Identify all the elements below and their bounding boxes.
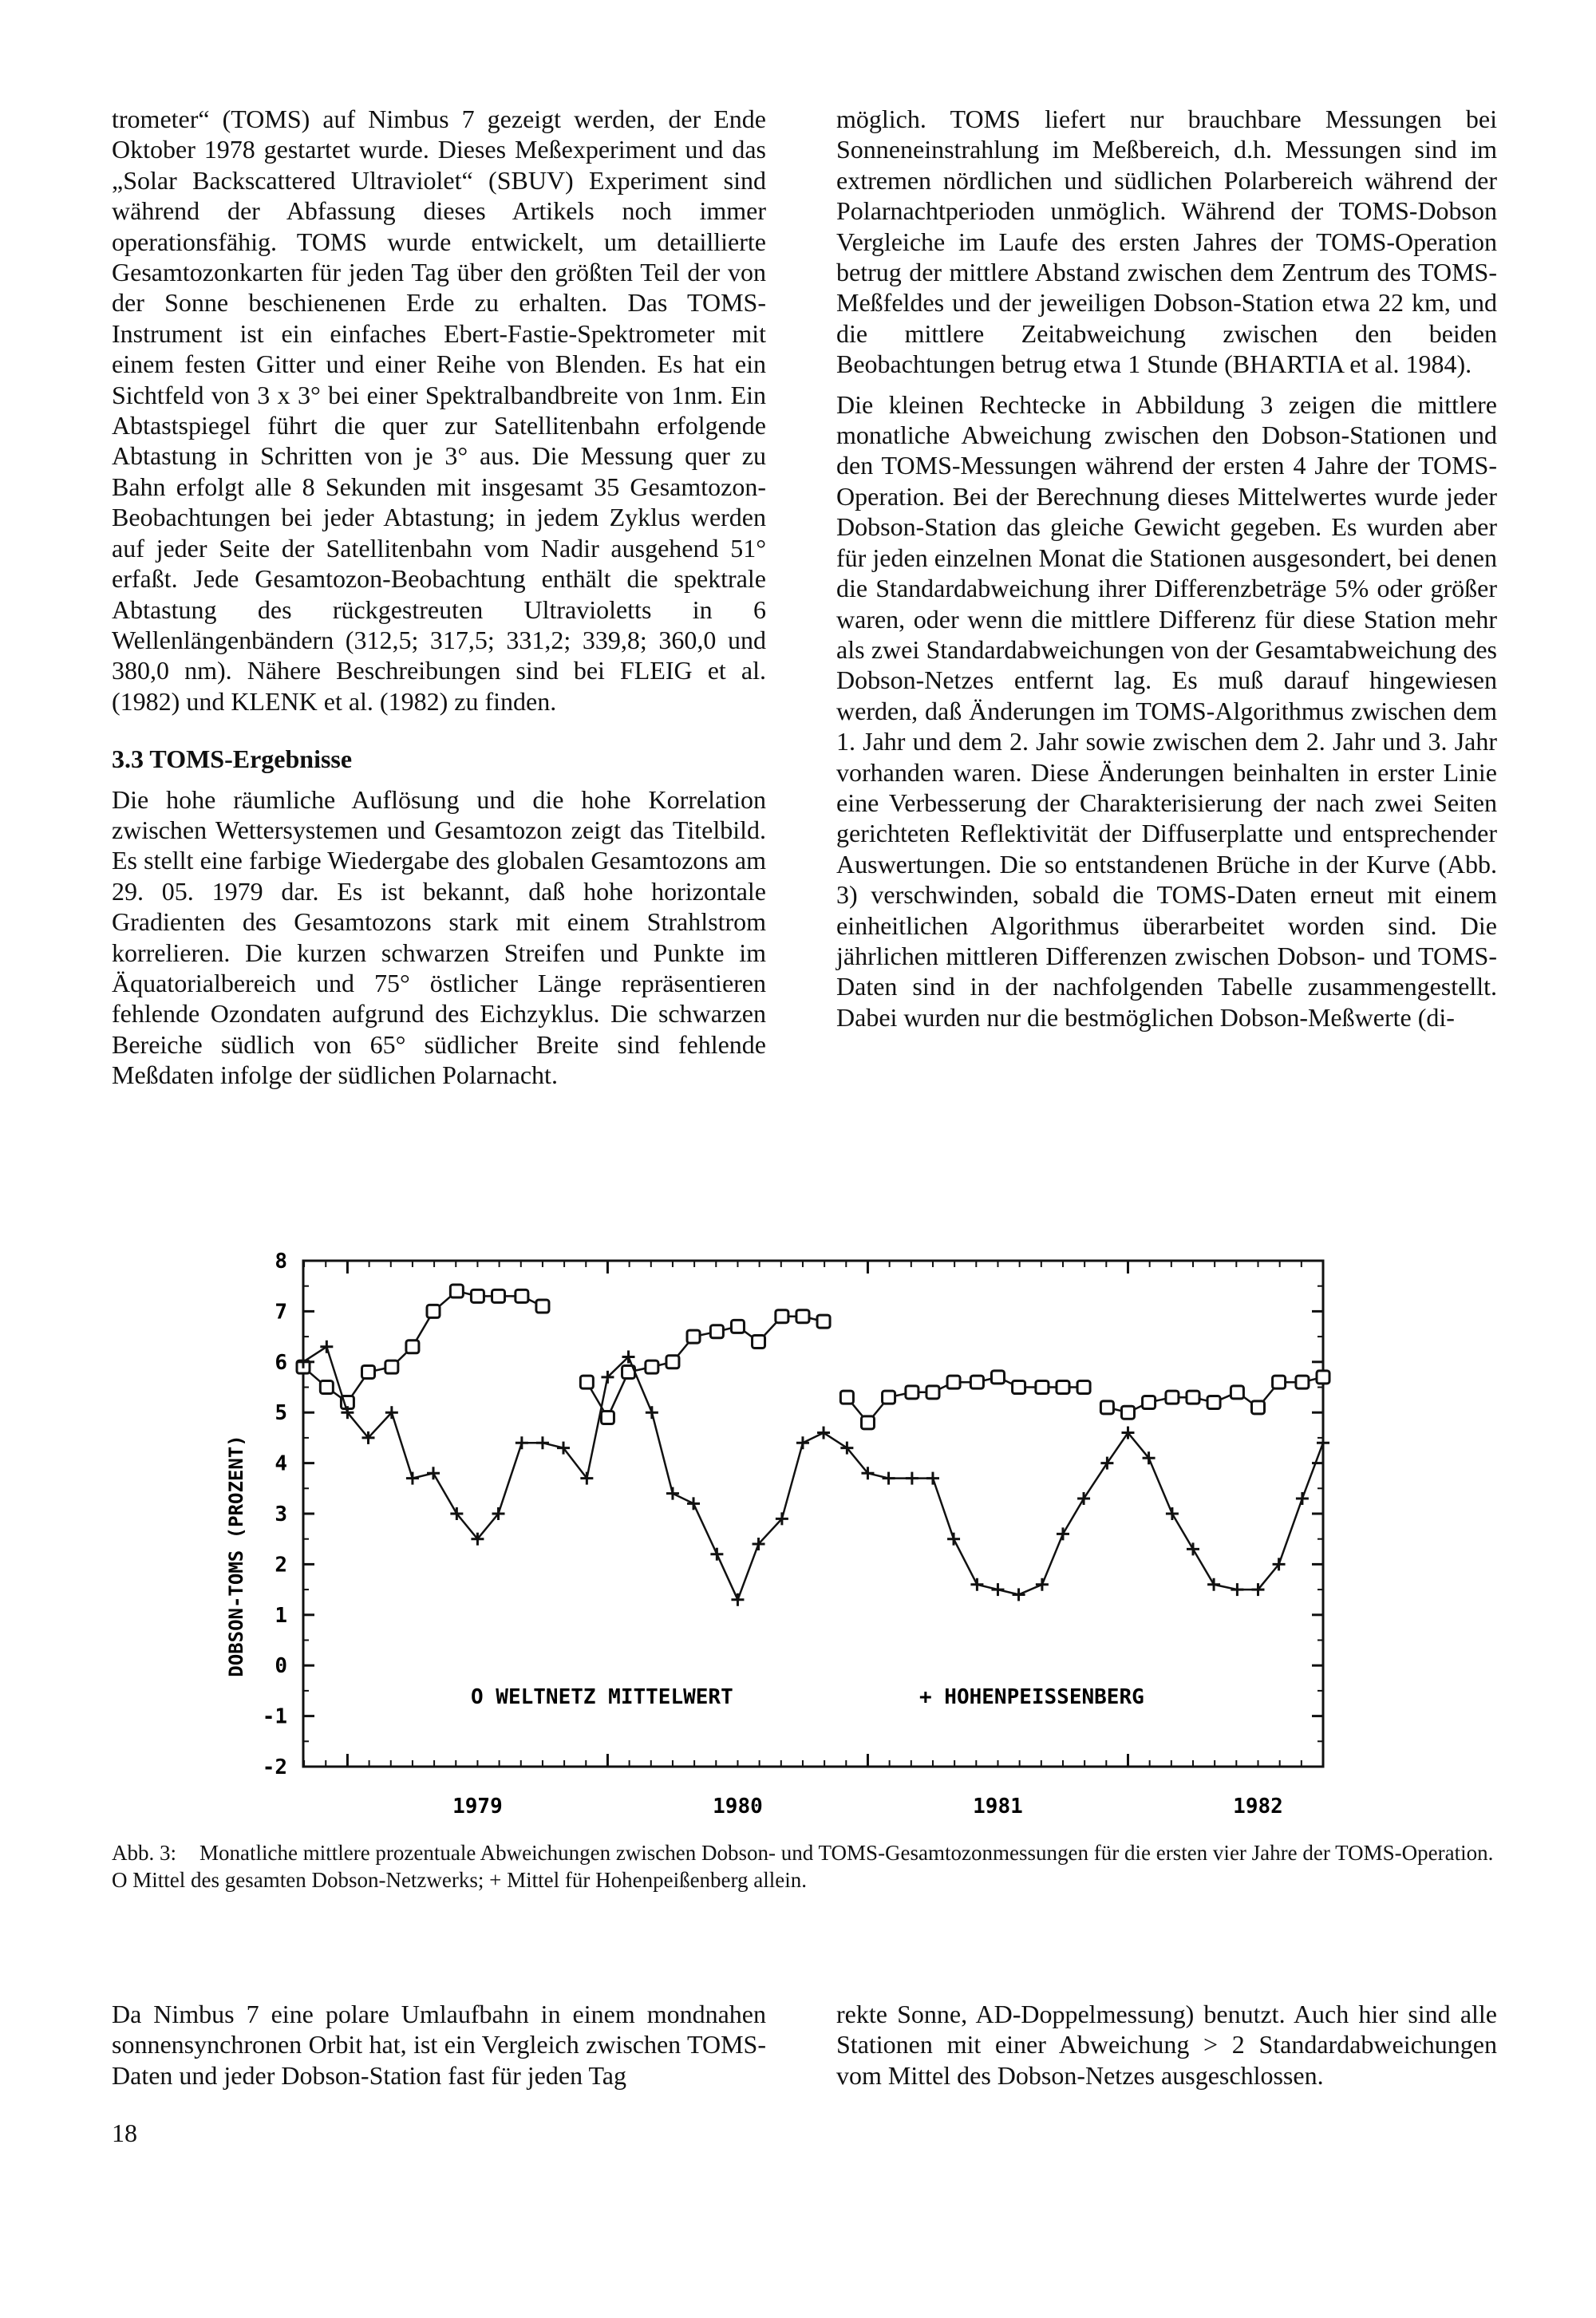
data-point-weltnetz [906,1386,918,1399]
left-column-top [112,104,766,1091]
data-point-weltnetz [362,1365,375,1378]
data-point-hohenpeissenberg [883,1472,895,1485]
data-point-hohenpeissenberg [947,1533,960,1546]
figure-chart [223,1245,1373,1835]
data-point-weltnetz [991,1371,1004,1384]
data-point-weltnetz [1317,1371,1329,1384]
data-point-hohenpeissenberg [406,1472,419,1485]
data-point-weltnetz [1207,1396,1220,1409]
data-point-weltnetz [536,1300,549,1313]
y-tick-label: 3 [275,1503,287,1526]
data-point-weltnetz [601,1412,614,1424]
data-point-hohenpeissenberg [320,1341,333,1353]
data-point-weltnetz [1187,1391,1199,1404]
data-point-hohenpeissenberg [1077,1492,1090,1505]
y-tick-label: 4 [275,1451,287,1476]
y-tick-label: -2 [262,1755,287,1779]
data-point-weltnetz [776,1310,788,1323]
data-point-hohenpeissenberg [926,1472,939,1485]
data-point-hohenpeissenberg [516,1436,528,1449]
data-point-weltnetz [687,1330,700,1343]
data-point-hohenpeissenberg [817,1427,830,1439]
left-column-bottom [112,1999,766,2091]
data-point-weltnetz [796,1310,809,1323]
data-point-hohenpeissenberg [427,1467,440,1479]
x-tick-label: 1982 [1233,1795,1283,1818]
caption-label: Abb. 3: [112,1841,176,1865]
legend-hohenpeissenberg: + HOHENPEISSENBERG [919,1684,1144,1709]
page-number: 18 [112,2119,137,2147]
data-point-weltnetz [666,1356,679,1368]
data-point-weltnetz [861,1416,874,1429]
data-point-weltnetz [646,1360,658,1373]
data-point-hohenpeissenberg [687,1497,700,1510]
figure-caption [112,1839,1500,1893]
data-point-weltnetz [1057,1381,1069,1394]
data-point-weltnetz [1077,1381,1090,1394]
data-point-weltnetz [883,1391,895,1404]
data-point-hohenpeissenberg [796,1436,809,1449]
data-point-hohenpeissenberg [1013,1588,1025,1601]
data-point-hohenpeissenberg [710,1548,723,1561]
data-point-hohenpeissenberg [1166,1507,1179,1520]
data-point-hohenpeissenberg [906,1472,918,1485]
right-column-bottom [836,1999,1497,2091]
data-point-hohenpeissenberg [1231,1583,1243,1596]
x-tick-label: 1980 [713,1795,763,1818]
data-point-weltnetz [450,1285,463,1297]
data-point-hohenpeissenberg [536,1436,549,1449]
data-point-weltnetz [926,1386,939,1399]
data-point-weltnetz [406,1341,419,1353]
data-point-weltnetz [385,1360,398,1373]
data-point-hohenpeissenberg [970,1578,983,1591]
data-point-hohenpeissenberg [646,1406,658,1419]
data-point-weltnetz [970,1376,983,1388]
data-point-weltnetz [320,1381,333,1394]
y-tick-label: 2 [275,1553,287,1578]
data-point-hohenpeissenberg [1207,1578,1220,1591]
data-point-weltnetz [427,1305,440,1317]
y-tick-label: 6 [275,1350,287,1375]
data-point-weltnetz [817,1315,830,1328]
data-point-hohenpeissenberg [1296,1492,1309,1505]
data-point-weltnetz [710,1325,723,1338]
data-point-weltnetz [1251,1401,1264,1414]
y-tick-label: 7 [275,1300,287,1325]
data-point-weltnetz [753,1335,765,1348]
data-point-weltnetz [1231,1386,1243,1399]
body-paragraph: Da Nimbus 7 eine polare Umlaufbahn in einem mondnahen sonnensynchronen Orbit hat, ist ein Vergleich zwischen TOMS-Daten und jeder Dobson-Station fast für jeden Tag [112,2000,766,2090]
body-paragraph: Die kleinen Rechtecke in Abbildung 3 zeigen die mittlere monatliche Abweichung zwischen den Dobson-Stationen und den TOMS-Messungen während der ersten 4 Jahre der TOMS-Operation. Bei der Berechnung dieses Mittelwertes wurde jeder Dobson-Station das gleiche Gewicht gegeben. Es wurden aber für jeden einzelnen Monat die Stationen ausgesondert, bei denen die Standardabweichung ihrer Differenzbeträge 5% oder größer waren, oder wenn die mittlere Differenz für diese Station mehr als zwei Standardabweichungen von der Gesamtabweichung des Dobson-Netzes entfernt lag. Es muß darauf hingewiesen werden, daß Änderungen im TOMS-Algorithmus zwischen dem 1. Jahr und dem 2. Jahr sowie zwischen dem 2. Jahr und 3. Jahr vorhanden waren. Diese Änderungen beinhalten in erster Linie eine Verbesserung der Charakterisierung der nach zwei Seiten gerichteten Reflektivität der Diffuserplatte und entsprechender Auswertungen. Die so entstandenen Brüche in der Kurve (Abb. 3) verschwinden, sobald die TOMS-Daten erneut mit einem einheitlichen Algorithmus überarbeitet worden sind. Die jährlichen mittleren Differenzen zwischen Dobson- und TOMS-Daten sind in der nachfolgenden Tabelle zusammengestellt. Dabei wurden nur die bestmöglichen Dobson-Meßwerte (di- [836,389,1497,1032]
y-tick-label: 5 [275,1401,287,1426]
data-point-hohenpeissenberg [1036,1578,1049,1591]
data-point-hohenpeissenberg [1100,1457,1113,1470]
y-tick-label: 1 [275,1603,287,1628]
data-point-weltnetz [1296,1376,1309,1388]
data-point-weltnetz [1013,1381,1025,1394]
data-point-weltnetz [1143,1396,1156,1409]
chart-svg [223,1245,1373,1835]
y-tick-label: 8 [275,1250,287,1274]
right-column-top [836,104,1497,1033]
data-point-hohenpeissenberg [1057,1527,1069,1540]
data-point-weltnetz [1036,1381,1049,1394]
y-axis-label: DOBSON-TOMS (PROZENT) [225,1435,247,1677]
data-point-weltnetz [492,1289,505,1302]
data-point-weltnetz [840,1391,853,1404]
data-point-weltnetz [947,1376,960,1388]
body-paragraph: rekte Sonne, AD-Doppelmessung) benutzt. Auch hier sind alle Stationen mit einer Abweichung > 2 Standardabweichungen vom Mittel des Dobson-Netzes ausgeschlossen. [836,2000,1497,2090]
data-point-weltnetz [1100,1401,1113,1414]
legend-weltnetz: O WELTNETZ MITTELWERT [471,1684,733,1709]
body-paragraph: möglich. TOMS liefert nur brauchbare Messungen bei Sonneneinstrahlung im Meßbereich, d.h. Messungen sind im extremen nördlichen und südlichen Polarbereich während der Polarnachtperioden unmöglich. Während der TOMS-Dobson Vergleiche im Laufe des ersten Jahres der TOMS-Operation betrug der mittlere Abstand zwischen dem Zentrum des TOMS-Meßfeldes und der jeweiligen Dobson-Station etwa 22 km, und die mittlere Zeitabweichung zwischen den beiden Beobachtungen betrug etwa 1 Stunde (BHARTIA et al. 1984). [836,105,1497,379]
data-point-weltnetz [1166,1391,1179,1404]
data-point-hohenpeissenberg [666,1487,679,1500]
section-heading: 3.3 TOMS-Ergebnisse [112,744,353,774]
body-paragraph: trometer“ (TOMS) auf Nimbus 7 gezeigt werden, der Ende Oktober 1978 gestartet wurde. Dieses Meßexperiment und das „Solar Backscattered Ultraviolet“ (SBUV) Experiment sind während der Abfassung dieses Artikels noch immer operationsfähig. TOMS wurde entwickelt, um detaillierte Gesamtozonkarten für jeden Tag über den größten Teil der von der Sonne beschienenen Erde zu erhalten. Das TOMS-Instrument ist ein einfaches Ebert-Fastie-Spektrometer mit einem festen Gitter und einer Reihe von Blenden. Es hat ein Sichtfeld von 3 x 3° bei einer Spektralbandbreite von 1nm. Ein Abtastspiegel führt die quer zur Satellitenbahn erfolgende Abtastung in Schritten von je 3° aus. Die Messung quer zu Bahn erfolgt alle 8 Sekunden mit insgesamt 35 Gesamtozon-Beobachtungen bei jeder Abtastung; in jedem Zyklus werden auf jeder Seite der Satellitenbahn vom Nadir ausgehend 51° erfaßt. Jede Gesamtozon-Beobachtung enthält die spektrale Abtastung des rückgestreuten Ultravioletts in 6 Wellenlängenbändern (312,5; 317,5; 331,2; 339,8; 360,0 und 380,0 nm). Nähere Beschreibungen sind bei FLEIG et al. (1982) und KLENK et al. (1982) zu finden. [112,105,766,716]
data-point-hohenpeissenberg [1187,1542,1199,1555]
y-tick-label: -1 [262,1704,287,1729]
data-point-weltnetz [1273,1376,1286,1388]
body-paragraph: Die hohe räumliche Auflösung und die hohe Korrelation zwischen Wettersystemen und Gesamtozon zeigt das Titelbild. Es stellt eine farbige Wiedergabe des globalen Gesamtozons am 29. 05. 1979 dar. Es ist bekannt, daß hohe horizontale Gradienten des Gesamtozons stark mit einem Strahlstrom korrelieren. Die kurzen schwarzen Streifen und Punkte im Äquatorialbereich und 75° östlicher Länge repräsentieren fehlende Ozondaten aufgrund des Eichzyklus. Die schwarzen Bereiche südlich von 65° südlicher Breite sind fehlende Meßdaten infolge der südlichen Polarnacht. [112,784,766,1090]
data-point-weltnetz [471,1289,484,1302]
data-point-hohenpeissenberg [731,1593,744,1606]
data-point-hohenpeissenberg [991,1583,1004,1596]
data-point-weltnetz [516,1289,528,1302]
caption-text: Monatliche mittlere prozentuale Abweichungen zwischen Dobson- und TOMS-Gesamtozonmessungen für die ersten vier Jahre der TOMS-Operation. O Mittel des gesamten Dobson-Netzwerks; + Mittel für Hohenpeißenberg allein. [112,1841,1494,1892]
data-point-weltnetz [1121,1406,1134,1419]
x-tick-label: 1981 [973,1795,1023,1818]
series-line-hohenpeissenberg [303,1347,1323,1600]
data-point-weltnetz [731,1320,744,1333]
data-point-weltnetz [580,1376,593,1388]
x-tick-label: 1979 [452,1795,503,1818]
y-tick-label: 0 [275,1654,287,1679]
